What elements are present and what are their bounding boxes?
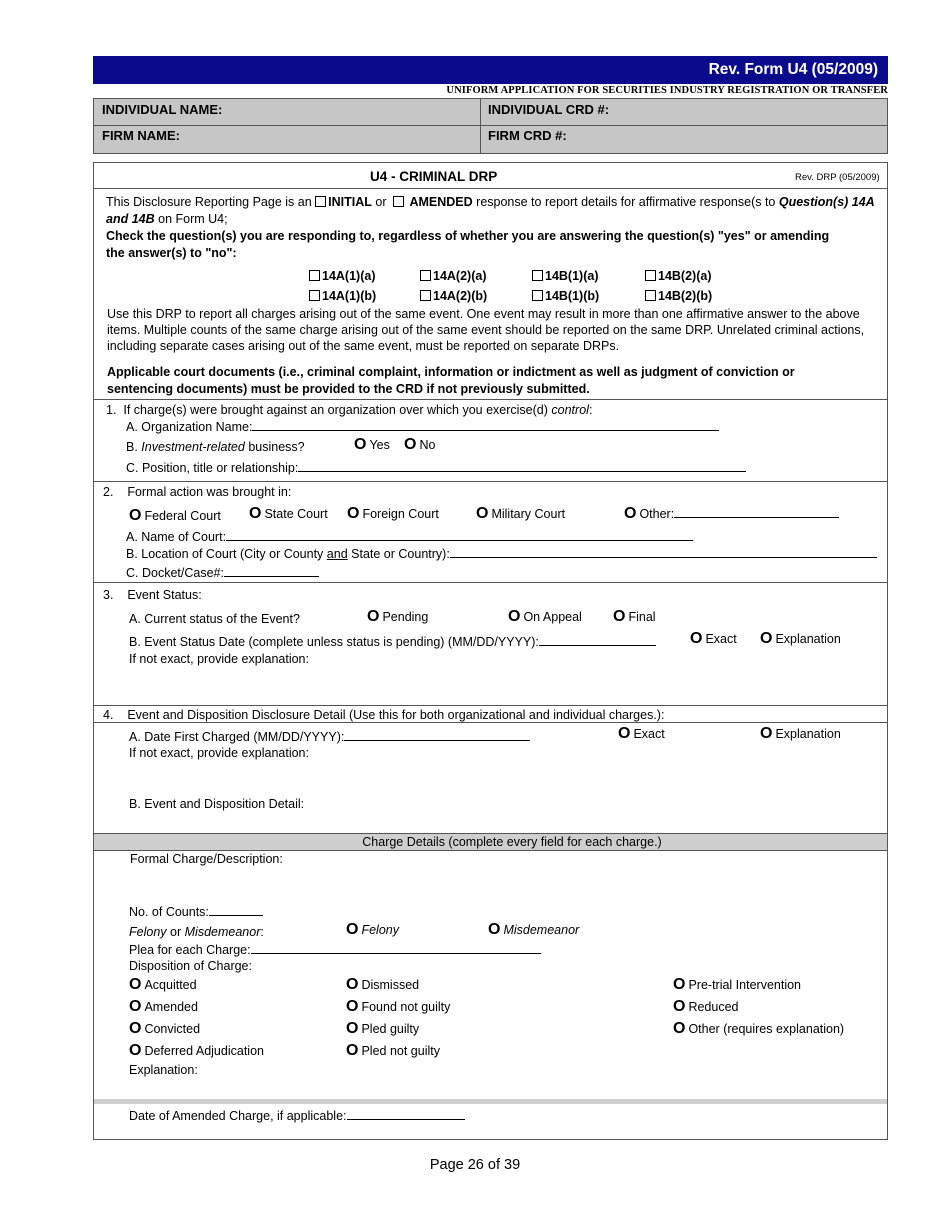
drp-revision: Rev. DRP (05/2009) — [795, 172, 880, 183]
pre-trial-intervention-radio[interactable]: O Pre-trial Intervention — [673, 976, 802, 993]
plea-field[interactable]: Plea for each Charge: — [129, 942, 541, 957]
felony-or-misdemeanor-label: Felony or Misdemeanor: — [129, 925, 264, 939]
question-checkbox-14b2b[interactable]: 14B(2)(b) — [645, 289, 712, 303]
yes-radio[interactable]: O Yes — [354, 436, 390, 453]
on-appeal-radio[interactable]: O On Appeal — [508, 608, 582, 625]
uniform-application-title: UNIFORM APPLICATION FOR SECURITIES INDUSTRY REGISTRATION OR TRANSFER — [446, 85, 888, 96]
no-of-counts-field[interactable]: No. of Counts: — [129, 904, 263, 919]
intro-line-1: This Disclosure Reporting Page is an INITIAL or AMENDED response to report details for affirmative response(s to Question(s) 14A — [106, 195, 875, 209]
event-status-date-field[interactable]: B. Event Status Date (complete unless status is pending) (MM/DD/YYYY): — [129, 634, 656, 649]
current-status-question: A. Current status of the Event? — [129, 612, 300, 626]
docket-field[interactable]: C. Docket/Case#: — [126, 565, 319, 580]
charged-if-not-exact: If not exact, provide explanation: — [129, 746, 309, 760]
charged-explanation-radio[interactable]: O Explanation — [760, 725, 841, 742]
location-of-court-field[interactable]: B. Location of Court (City or County and State or Country): — [126, 546, 877, 561]
question-checkbox-14b1a[interactable]: 14B(1)(a) — [532, 269, 599, 283]
disposition-label: Disposition of Charge: — [129, 959, 252, 973]
charged-exact-radio[interactable]: O Exact — [618, 725, 665, 742]
amended-charge-date-field[interactable]: Date of Amended Charge, if applicable: — [129, 1108, 465, 1123]
use-text-2: items. Multiple counts of the same charge arising out of the same event should be reported on the same DRP. Unrelated criminal actions, — [107, 323, 865, 337]
organization-name-field[interactable]: A. Organization Name: — [126, 419, 719, 434]
section-2-heading: 2. Formal action was brought in: — [103, 485, 292, 499]
other-requires-explanation-radio[interactable]: O Other (requires explanation) — [673, 1020, 845, 1037]
section-1-heading: 1. If charge(s) were brought against an organization over which you exercise(d) control: — [106, 403, 593, 417]
question-checkbox-14a1b[interactable]: 14A(1)(b) — [309, 289, 376, 303]
question-checkbox-14a2a[interactable]: 14A(2)(a) — [420, 269, 487, 283]
status-if-not-exact: If not exact, provide explanation: — [129, 652, 309, 666]
formal-charge-label: Formal Charge/Description: — [130, 852, 283, 866]
drp-title: U4 - CRIMINAL DRP — [370, 169, 498, 184]
final-radio[interactable]: O Final — [613, 608, 656, 625]
amended-radio[interactable]: O Amended — [129, 998, 198, 1015]
status-explanation-radio[interactable]: O Explanation — [760, 630, 841, 647]
no-radio[interactable]: O No — [404, 436, 436, 453]
use-text-1: Use this DRP to report all charges arising out of the same event. One event may result in more than one affirmative answer to the above — [107, 307, 860, 321]
identification-table — [93, 98, 888, 154]
amended-separator — [94, 1099, 887, 1104]
pending-radio[interactable]: O Pending — [367, 608, 429, 625]
state-court-radio[interactable]: O State Court — [249, 505, 328, 522]
pled-guilty-radio[interactable]: O Pled guilty — [346, 1020, 420, 1037]
dismissed-radio[interactable]: O Dismissed — [346, 976, 420, 993]
reduced-radio[interactable]: O Reduced — [673, 998, 739, 1015]
check-instruction-2: the answer(s) to "no": — [106, 246, 237, 260]
name-of-court-field[interactable]: A. Name of Court: — [126, 529, 693, 544]
amended-checkbox[interactable] — [393, 196, 404, 207]
section-3-heading: 3. Event Status: — [103, 588, 202, 602]
event-disposition-detail: B. Event and Disposition Detail: — [129, 797, 305, 811]
status-exact-radio[interactable]: O Exact — [690, 630, 737, 647]
intro-line-2: and 14B on Form U4; — [106, 212, 228, 226]
check-instruction-1: Check the question(s) you are responding to, regardless of whether you are answering the question(s) "yes" or amending — [106, 229, 830, 243]
individual-name-label: INDIVIDUAL NAME: — [102, 102, 223, 117]
military-court-radio[interactable]: O Military Court — [476, 505, 566, 522]
deferred-adjudication-radio[interactable]: O Deferred Adjudication — [129, 1042, 264, 1059]
initial-checkbox[interactable] — [315, 196, 326, 207]
pled-not-guilty-radio[interactable]: O Pled not guilty — [346, 1042, 440, 1059]
acquitted-radio[interactable]: O Acquitted — [129, 976, 197, 993]
investment-related-question: B. Investment-related business? — [126, 440, 305, 454]
court-docs-1: Applicable court documents (i.e., criminal complaint, information or indictment as well as judgment of conviction or — [107, 365, 795, 379]
page-number: Page 26 of 39 — [429, 1157, 521, 1173]
question-checkbox-14b1b[interactable]: 14B(1)(b) — [532, 289, 599, 303]
date-first-charged-field[interactable]: A. Date First Charged (MM/DD/YYYY): — [129, 729, 530, 744]
charge-details-title: Charge Details (complete every field for each charge.) — [362, 835, 662, 849]
felony-radio[interactable]: O Felony — [346, 921, 399, 938]
court-docs-2: sentencing documents) must be provided to the CRD if not previously submitted. — [107, 382, 590, 396]
firm-name-label: FIRM NAME: — [102, 128, 180, 143]
federal-court-radio[interactable]: O Federal Court — [129, 507, 221, 524]
misdemeanor-radio[interactable]: O Misdemeanor — [488, 921, 580, 938]
firm-crd-label: FIRM CRD #: — [488, 128, 567, 143]
found-not-guilty-radio[interactable]: O Found not guilty — [346, 998, 451, 1015]
convicted-radio[interactable]: O Convicted — [129, 1020, 201, 1037]
charge-explanation-label: Explanation: — [129, 1063, 198, 1077]
section-4-heading: 4. Event and Disposition Disclosure Detail (Use this for both organizational and individual charges.): — [103, 708, 665, 722]
form-title: Rev. Form U4 (05/2009) — [708, 61, 878, 78]
use-text-3: including separate cases arising out of the same event, must be reported on separate DRPs. — [107, 339, 620, 353]
question-checkbox-14a2b[interactable]: 14A(2)(b) — [420, 289, 487, 303]
individual-crd-label: INDIVIDUAL CRD #: — [488, 102, 610, 117]
question-checkbox-14a1a[interactable]: 14A(1)(a) — [309, 269, 376, 283]
position-field[interactable]: C. Position, title or relationship: — [126, 460, 746, 475]
question-checkbox-14b2a[interactable]: 14B(2)(a) — [645, 269, 712, 283]
form-header-band — [93, 56, 888, 84]
other-court-radio[interactable]: O Other: — [624, 505, 839, 523]
foreign-court-radio[interactable]: O Foreign Court — [347, 505, 439, 522]
